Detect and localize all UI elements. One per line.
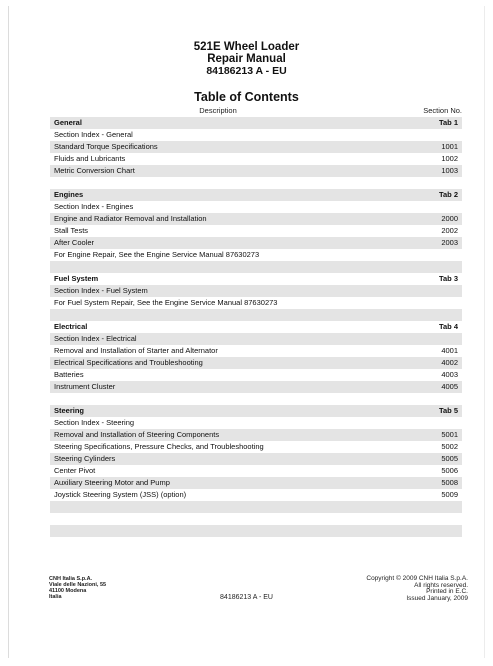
left-footer-line: Italia: [49, 594, 62, 600]
toc-section-heading[interactable]: [50, 405, 462, 417]
toc-title: Table of Contents: [194, 90, 299, 104]
toc-section-heading[interactable]: [50, 321, 462, 333]
toc-entry-section-number: Tab 4: [438, 322, 458, 331]
toc-entry-description: Metric Conversion Chart: [54, 166, 135, 175]
toc-entry[interactable]: [50, 381, 462, 393]
toc-entry-section-number: 5006: [441, 466, 458, 475]
toc-section-heading[interactable]: [50, 273, 462, 285]
toc-entry[interactable]: [50, 429, 462, 441]
toc-entry-description: Electrical: [54, 322, 88, 331]
toc-entry-description: Instrument Cluster: [54, 382, 116, 391]
toc-entry-description: Joystick Steering System (JSS) (option): [54, 490, 187, 499]
toc-spacer-row: [50, 537, 462, 549]
right-footer-line: Printed in E.C.: [426, 588, 468, 595]
toc-entry-description: Section Index - Fuel System: [54, 286, 148, 295]
right-footer-line: Copyright © 2009 CNH Italia S.p.A.: [366, 575, 468, 582]
toc-entry-description: Batteries: [54, 370, 84, 379]
toc-entry-description: Stall Tests: [54, 226, 89, 235]
toc-entry-description: Steering Cylinders: [54, 454, 116, 463]
toc-entry-section-number: Tab 5: [438, 406, 458, 415]
right-footer-line: All rights reserved.: [414, 581, 468, 589]
left-footer-line: CNH Italia S.p.A.: [49, 576, 93, 582]
toc-entry-section-number: 2003: [441, 238, 458, 247]
toc-entry[interactable]: [50, 357, 462, 369]
toc-entry[interactable]: [50, 225, 462, 237]
toc-spacer-row: [50, 501, 462, 513]
toc-entry[interactable]: [50, 213, 462, 225]
toc-entry[interactable]: [50, 153, 462, 165]
toc-entry-section-number: 4003: [441, 370, 458, 379]
toc-entry-section-number: Tab 1: [438, 118, 458, 127]
toc-entry[interactable]: [50, 141, 462, 153]
toc-entry-description: Steering Specifications, Pressure Checks, and Troubleshooting: [54, 442, 264, 451]
toc-entry[interactable]: [50, 129, 462, 141]
toc-spacer-row: [50, 525, 462, 537]
footer-part-number: 84186213 A - EU: [220, 594, 273, 601]
toc-entry-section-number: 4001: [441, 346, 458, 355]
toc-entry-section-number: 5009: [441, 490, 458, 499]
toc-section-heading[interactable]: [50, 189, 462, 201]
document-title: 521E Wheel Loader: [193, 41, 300, 53]
toc-entry-section-number: 1002: [441, 154, 458, 163]
toc-entry-description: Removal and Installation of Steering Components: [54, 430, 220, 439]
toc-entry[interactable]: [50, 489, 462, 501]
toc-entry[interactable]: [50, 345, 462, 357]
toc-table: [50, 117, 462, 549]
toc-entry-description: Engines: [54, 190, 84, 199]
toc-entry[interactable]: [50, 285, 462, 297]
toc-entry-description: Fuel System: [54, 274, 99, 283]
toc-entry-section-number: 5005: [441, 454, 458, 463]
toc-entry-section-number: 5002: [441, 442, 458, 451]
toc-entry[interactable]: [50, 201, 462, 213]
toc-section-heading[interactable]: [50, 117, 462, 129]
description-column-header: Description: [199, 106, 237, 115]
toc-entry-section-number: 5008: [441, 478, 458, 487]
toc-entry-description: Removal and Installation of Starter and Alternator: [54, 346, 218, 355]
toc-entry-section-number: 4002: [441, 358, 458, 367]
toc-entry-description: General: [54, 118, 82, 127]
toc-entry-description: Fluids and Lubricants: [54, 154, 126, 163]
toc-entry[interactable]: [50, 237, 462, 249]
left-footer-line: Viale delle Nazioni, 55: [49, 582, 107, 588]
toc-spacer-row: [50, 393, 462, 405]
toc-entry[interactable]: [50, 417, 462, 429]
toc-entry-description: Section Index - Electrical: [54, 334, 137, 343]
toc-entry-section-number: Tab 3: [438, 274, 458, 283]
toc-spacer-row: [50, 309, 462, 321]
toc-spacer-row: [50, 513, 462, 525]
toc-entry[interactable]: [50, 333, 462, 345]
toc-entry-section-number: 1001: [441, 142, 458, 151]
toc-entry[interactable]: [50, 165, 462, 177]
toc-entry-description: Section Index - Steering: [54, 418, 135, 427]
toc-entry-description: Standard Torque Specifications: [54, 142, 158, 151]
toc-entry[interactable]: [50, 249, 462, 261]
toc-entry[interactable]: [50, 441, 462, 453]
toc-entry-description: After Cooler: [54, 238, 95, 247]
toc-entry[interactable]: [50, 297, 462, 309]
toc-entry-section-number: 2000: [441, 214, 458, 223]
toc-entry[interactable]: [50, 453, 462, 465]
toc-entry-section-number: 2002: [441, 226, 458, 235]
toc-entry-description: Auxiliary Steering Motor and Pump: [54, 478, 170, 487]
right-footer-line: Issued January, 2009: [406, 594, 468, 602]
document-subtitle: Repair Manual: [207, 53, 286, 65]
left-footer-line: 41100 Modena: [49, 588, 87, 594]
section-column-header: Section No.: [423, 106, 462, 115]
toc-entry-description: Engine and Radiator Removal and Installation: [54, 214, 207, 223]
document-header: [9, 41, 484, 77]
toc-entry-section-number: 1003: [441, 166, 458, 175]
toc-entry-description: Section Index - Engines: [54, 202, 134, 211]
toc-entry-description: For Fuel System Repair, See the Engine Service Manual 87630273: [54, 298, 278, 307]
toc-entry[interactable]: [50, 477, 462, 489]
copyright-notice: [366, 576, 468, 602]
toc-entry-section-number: 5001: [441, 430, 458, 439]
toc-entry-description: For Engine Repair, See the Engine Service Manual 87630273: [54, 250, 260, 259]
toc-entry[interactable]: [50, 369, 462, 381]
toc-entry-section-number: Tab 2: [438, 190, 458, 199]
toc-entry-description: Section Index - General: [54, 130, 133, 139]
part-number: 84186213 A - EU: [206, 65, 287, 77]
toc-entry-description: Electrical Specifications and Troubleshooting: [54, 358, 203, 367]
toc-spacer-row: [50, 261, 462, 273]
toc-spacer-row: [50, 177, 462, 189]
toc-entry-description: Steering: [54, 406, 85, 415]
toc-entry[interactable]: [50, 465, 462, 477]
toc-entry-section-number: 4005: [441, 382, 458, 391]
toc-entry-description: Center Pivot: [54, 466, 96, 475]
